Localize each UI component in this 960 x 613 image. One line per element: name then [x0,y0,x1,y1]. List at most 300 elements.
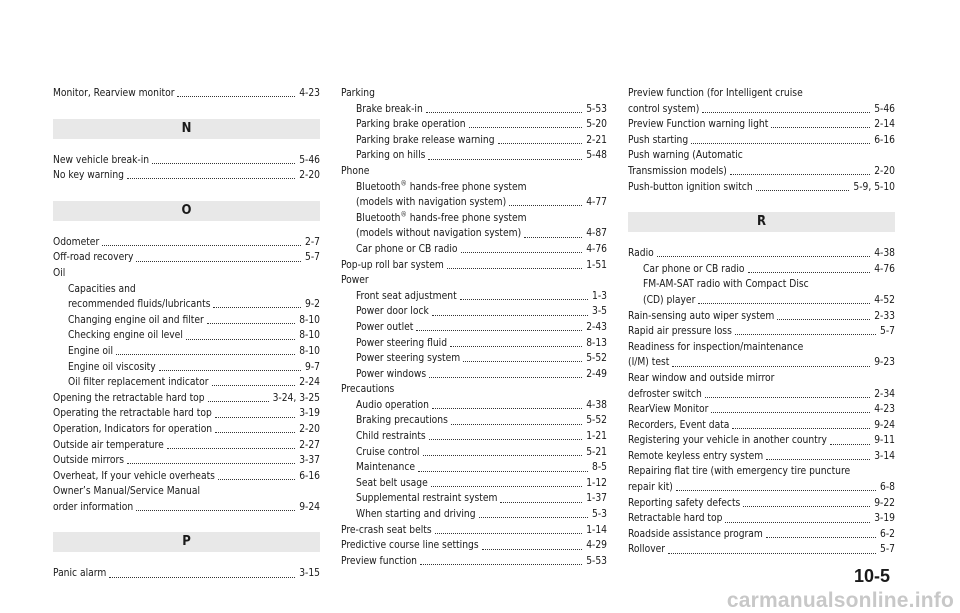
entry-line [53,469,320,485]
entry-text-main: Oil filter replacement indicator [68,377,209,389]
index-entry [53,484,320,500]
index-entry [341,242,607,258]
entry-line [356,226,607,242]
registered-mark: ® [400,179,407,188]
index-entry [628,511,895,527]
entry-line [628,418,895,434]
dot-leader [212,385,296,386]
dot-leader [705,397,870,398]
dot-leader [460,299,588,300]
entry-line [356,211,607,227]
entry-text-main: Outside air temperature [53,439,164,451]
entry-line [68,328,320,344]
dot-leader [432,315,588,316]
entry-text-main: Monitor, Rearview monitor [53,88,175,99]
index-entry [628,277,895,293]
entry-line [356,476,607,492]
dot-leader [711,412,870,413]
index-entry [53,153,320,169]
entry-text [628,340,803,356]
index-entry [628,246,895,262]
entry-text-main: Cruise control [356,446,420,458]
dot-leader [177,96,295,97]
dot-leader [215,432,295,433]
page-ref: 5-20 [586,119,607,131]
entry-line [341,523,607,539]
entry-text [68,313,204,329]
entry-line [356,289,607,305]
page-ref: 3-19 [299,408,320,420]
index-entry [53,360,320,376]
entry-text-main: Bluetooth [356,212,401,224]
page-ref: 9-24 [874,419,895,431]
entry-text-main: Oil [53,267,66,279]
index-entry [628,293,895,309]
entry-text [628,464,850,480]
entry-text [53,153,149,169]
index-entry [628,86,895,102]
page-ref: 5-7 [305,252,320,264]
entry-text [628,433,827,449]
entry-text-main: Predictive course line settings [341,540,479,552]
page-ref: 5-46 [299,154,320,166]
page-ref: 5-9, 5-10 [853,181,895,193]
page-ref: 2-27 [299,439,320,451]
entry-text-main: order information [53,501,134,513]
entry-line [628,387,895,403]
entry-line [356,304,607,320]
entry-line [628,527,895,543]
entry-text-rest: hands-free phone system [406,181,527,193]
entry-text [356,148,425,164]
page-ref: 2-33 [874,310,895,322]
dot-leader [498,143,583,144]
entry-text [68,344,113,360]
dot-leader [136,510,295,511]
entry-text-main: (models with navigation system) [356,197,507,209]
entry-text [628,418,729,434]
dot-leader [463,361,582,362]
index-entry [341,226,607,242]
entry-text [53,391,205,407]
page-ref: 3-14 [874,450,895,462]
index-entry [341,336,607,352]
page-ref: 9-23 [874,357,895,369]
entry-text-main: Preview function (for Intelligent cruise [628,88,803,99]
index-entry [341,211,607,227]
page-ref: 2-49 [586,368,607,380]
entry-text-main: Registering your vehicle in another country [628,435,827,447]
entry-text-main: Pop-up roll bar system [341,259,444,271]
index-entry [628,148,895,164]
entry-text [341,273,369,289]
index-entry [628,355,895,371]
page-ref: 8-10 [299,330,320,342]
page-ref: 1-3 [592,290,607,302]
index-entry [341,117,607,133]
entry-text-main: Changing engine oil and filter [68,314,204,326]
entry-text [53,438,164,454]
entry-line [356,491,607,507]
entry-text [53,500,133,516]
page-ref: 4-76 [586,243,607,255]
index-entry [628,133,895,149]
index-entry [53,566,320,582]
dot-leader [479,517,588,518]
entry-line [628,86,895,102]
entry-line [356,195,607,211]
entry-text [628,102,699,118]
page-ref: 5-3 [592,509,607,521]
dot-leader [524,237,582,238]
index-entry [53,328,320,344]
page-ref: 5-53 [586,555,607,567]
dot-leader [672,366,870,367]
entry-line [341,538,607,554]
dot-leader [735,334,876,335]
index-entry [628,340,895,356]
dot-leader [435,533,583,534]
entry-text [53,168,124,184]
dot-leader [732,428,870,429]
entry-line [628,433,895,449]
page-ref: 3-24, 3-25 [272,392,320,404]
entry-text-main: Car phone or CB radio [643,263,745,275]
dot-leader [766,459,870,460]
index-entry [341,133,607,149]
page-ref: 4-76 [874,263,895,275]
letter-header: O [53,201,320,221]
dot-leader [500,502,582,503]
entry-line [628,324,895,340]
entry-line [628,180,895,196]
entry-line [68,297,320,313]
entry-line [628,511,895,527]
entry-text [341,382,394,398]
index-column-1 [53,86,320,582]
page-ref: 2-21 [586,134,607,146]
index-entry [341,180,607,196]
index-entry [628,164,895,180]
index-entry [628,418,895,434]
entry-text-main: Rapid air pressure loss [628,326,732,338]
entry-text [356,507,476,523]
page-ref: 9-22 [874,497,895,509]
page-ref: 6-16 [299,470,320,482]
page-number: 10-5 [853,566,890,586]
entry-line [356,351,607,367]
entry-text [628,542,665,558]
entry-line [643,262,895,278]
index-entry [628,371,895,387]
page-ref: 9-24 [299,501,320,513]
entry-text [356,117,466,133]
entry-line [628,117,895,133]
dot-leader [218,479,295,480]
page-ref: 9-2 [305,299,320,311]
dot-leader [743,506,870,507]
entry-text [53,250,133,266]
index-entry [341,289,607,305]
entry-text-main: Off-road recovery [53,252,134,264]
index-entry [341,258,607,274]
index-entry [53,500,320,516]
entry-text [628,496,740,512]
dot-leader [830,444,870,445]
index-entry [53,344,320,360]
entry-line [53,250,320,266]
entry-line [628,496,895,512]
dot-leader [207,323,295,324]
entry-text [628,86,803,102]
entry-text [628,180,753,196]
entry-text [628,371,774,387]
dot-leader [756,190,850,191]
index-entry [341,398,607,414]
index-entry [53,297,320,313]
entry-line [356,133,607,149]
index-column-3 [628,86,895,558]
entry-line [643,293,895,309]
entry-text [53,422,212,438]
index-entry [341,148,607,164]
entry-text-main: Parking [341,88,375,99]
index-entry [341,491,607,507]
entry-line [68,375,320,391]
entry-text [356,476,428,492]
entry-text-main: Operation, Indicators for operation [53,423,213,435]
entry-line [53,168,320,184]
entry-text-main: Brake break-in [356,103,423,115]
index-entry [341,86,607,102]
entry-text [53,266,65,282]
entry-line [53,422,320,438]
entry-line [356,117,607,133]
entry-text [628,117,768,133]
entry-text-main: Preview Function warning light [628,119,769,131]
index-entry [628,449,895,465]
entry-text [356,304,429,320]
index-entry [341,351,607,367]
page-ref: 6-16 [874,134,895,146]
entry-text-main: Parking brake operation [356,119,466,131]
page-ref: 9-11 [874,435,895,447]
page-ref: 4-77 [586,197,607,209]
entry-text [356,445,420,461]
entry-line [356,507,607,523]
dot-leader [416,330,582,331]
index-entry [341,429,607,445]
entry-text [356,491,497,507]
page-ref: 2-14 [874,119,895,131]
index-entry [341,320,607,336]
page-ref: 8-13 [586,337,607,349]
entry-text-main: Braking precautions [356,415,448,427]
entry-text-main: Rain-sensing auto wiper system [628,310,775,322]
page-ref: 2-20 [299,170,320,182]
index-entry [53,266,320,282]
entry-text [628,511,722,527]
entry-text-main: Repairing flat tire (with emergency tire puncture [628,466,851,478]
entry-line [356,398,607,414]
entry-text [341,523,432,539]
index-entry [341,507,607,523]
entry-text [356,336,447,352]
letter-header: R [628,212,895,232]
entry-line [628,148,895,164]
entry-text [628,402,708,418]
entry-line [68,344,320,360]
entry-line [53,391,320,407]
entry-text [341,164,369,180]
dot-leader [698,303,870,304]
entry-line [68,282,320,298]
dot-leader [102,245,301,246]
entry-text [628,164,727,180]
entry-text [628,246,654,262]
entry-line [68,313,320,329]
index-entry [628,527,895,543]
entry-text-main: Reporting safety defects [628,497,741,509]
dot-leader [777,319,870,320]
entry-text [341,554,417,570]
dot-leader [109,577,295,578]
page-ref: 3-15 [299,568,320,580]
page-ref: 9-7 [305,361,320,373]
entry-line [628,164,895,180]
index-entry [53,391,320,407]
dot-leader [432,408,582,409]
dot-leader [447,268,582,269]
entry-line [628,464,895,480]
page-ref: 2-7 [305,236,320,248]
dot-leader [657,256,870,257]
entry-text-main: Rollover [628,544,666,556]
entry-line [628,449,895,465]
registered-mark: ® [400,210,407,219]
page-ref: 2-43 [586,321,607,333]
entry-text-main: Pre-crash seat belts [341,524,432,536]
entry-text [53,235,99,251]
dot-leader [127,178,295,179]
entry-text-main: Overheat, If your vehicle overheats [53,470,215,482]
entry-text [356,367,426,383]
entry-text-main: RearView Monitor [628,404,709,416]
entry-text-main: Operating the retractable hard top [53,408,212,420]
entry-text-main: Radio [628,248,654,260]
entry-text-main: Odometer [53,236,100,248]
entry-text [356,320,413,336]
index-entry [53,282,320,298]
section-gap [53,515,320,524]
page-ref: 4-23 [874,404,895,416]
entry-text [68,360,156,376]
index-entry [341,164,607,180]
entry-text [356,289,457,305]
entry-text [341,258,444,274]
page-ref: 3-37 [299,455,320,467]
page-ref: 1-12 [586,477,607,489]
page-ref: 3-5 [592,306,607,318]
dot-leader [676,490,876,491]
index-entry [53,453,320,469]
entry-line [341,554,607,570]
entry-text-main: Audio operation [356,399,429,411]
index-entry [628,402,895,418]
entry-text-main: Push warning (Automatic [628,150,743,162]
index-entry [628,433,895,449]
entry-text-main: Rear window and outside mirror [628,372,775,384]
page-ref: 5-7 [880,544,895,556]
entry-line [643,277,895,293]
entry-text [356,226,521,242]
entry-line [356,320,607,336]
entry-text [356,398,429,414]
entry-text-main: Owner’s Manual/Service Manual [53,486,201,498]
dot-leader [771,127,870,128]
dot-leader [429,439,582,440]
entry-text-main: Child restraints [356,431,426,443]
index-entry [628,496,895,512]
entry-text [53,86,174,102]
index-entry [53,375,320,391]
entry-text-main: Recorders, Event data [628,419,730,431]
index-entry [53,469,320,485]
index-entry [341,102,607,118]
dot-leader [451,424,582,425]
entry-line [341,258,607,274]
dot-leader [668,553,876,554]
entry-text [356,351,460,367]
page-ref: 4-29 [586,540,607,552]
entry-text-main: Supplemental restraint system [356,493,498,505]
entry-text-main: Precautions [341,384,395,396]
entry-text [53,453,124,469]
page-ref: 2-20 [299,423,320,435]
page-ref: 2-24 [299,377,320,389]
dot-leader [429,377,582,378]
page-ref: 5-46 [874,103,895,115]
entry-line [356,180,607,196]
dot-leader [469,127,583,128]
page-ref: 5-48 [586,150,607,162]
entry-text [628,148,743,164]
letter-header: N [53,119,320,139]
entry-text [53,566,106,582]
index-entry [341,476,607,492]
entry-text-main: Bluetooth [356,181,401,193]
dot-leader [482,549,583,550]
entry-text [341,86,375,102]
entry-text-main: Opening the retractable hard top [53,392,205,404]
entry-line [628,480,895,496]
page-ref: 4-38 [586,399,607,411]
entry-text-main: Panic alarm [53,568,107,580]
index-entry [341,367,607,383]
index-entry [628,480,895,496]
entry-line [356,413,607,429]
entry-text [53,484,200,500]
entry-text [68,328,183,344]
entry-line [53,453,320,469]
index-entry [628,309,895,325]
dot-leader [418,471,588,472]
entry-text [628,527,763,543]
entry-text-main: recommended fluids/lubricants [68,299,211,311]
index-entry [341,195,607,211]
entry-line [341,273,607,289]
entry-text-main: Seat belt usage [356,477,428,489]
